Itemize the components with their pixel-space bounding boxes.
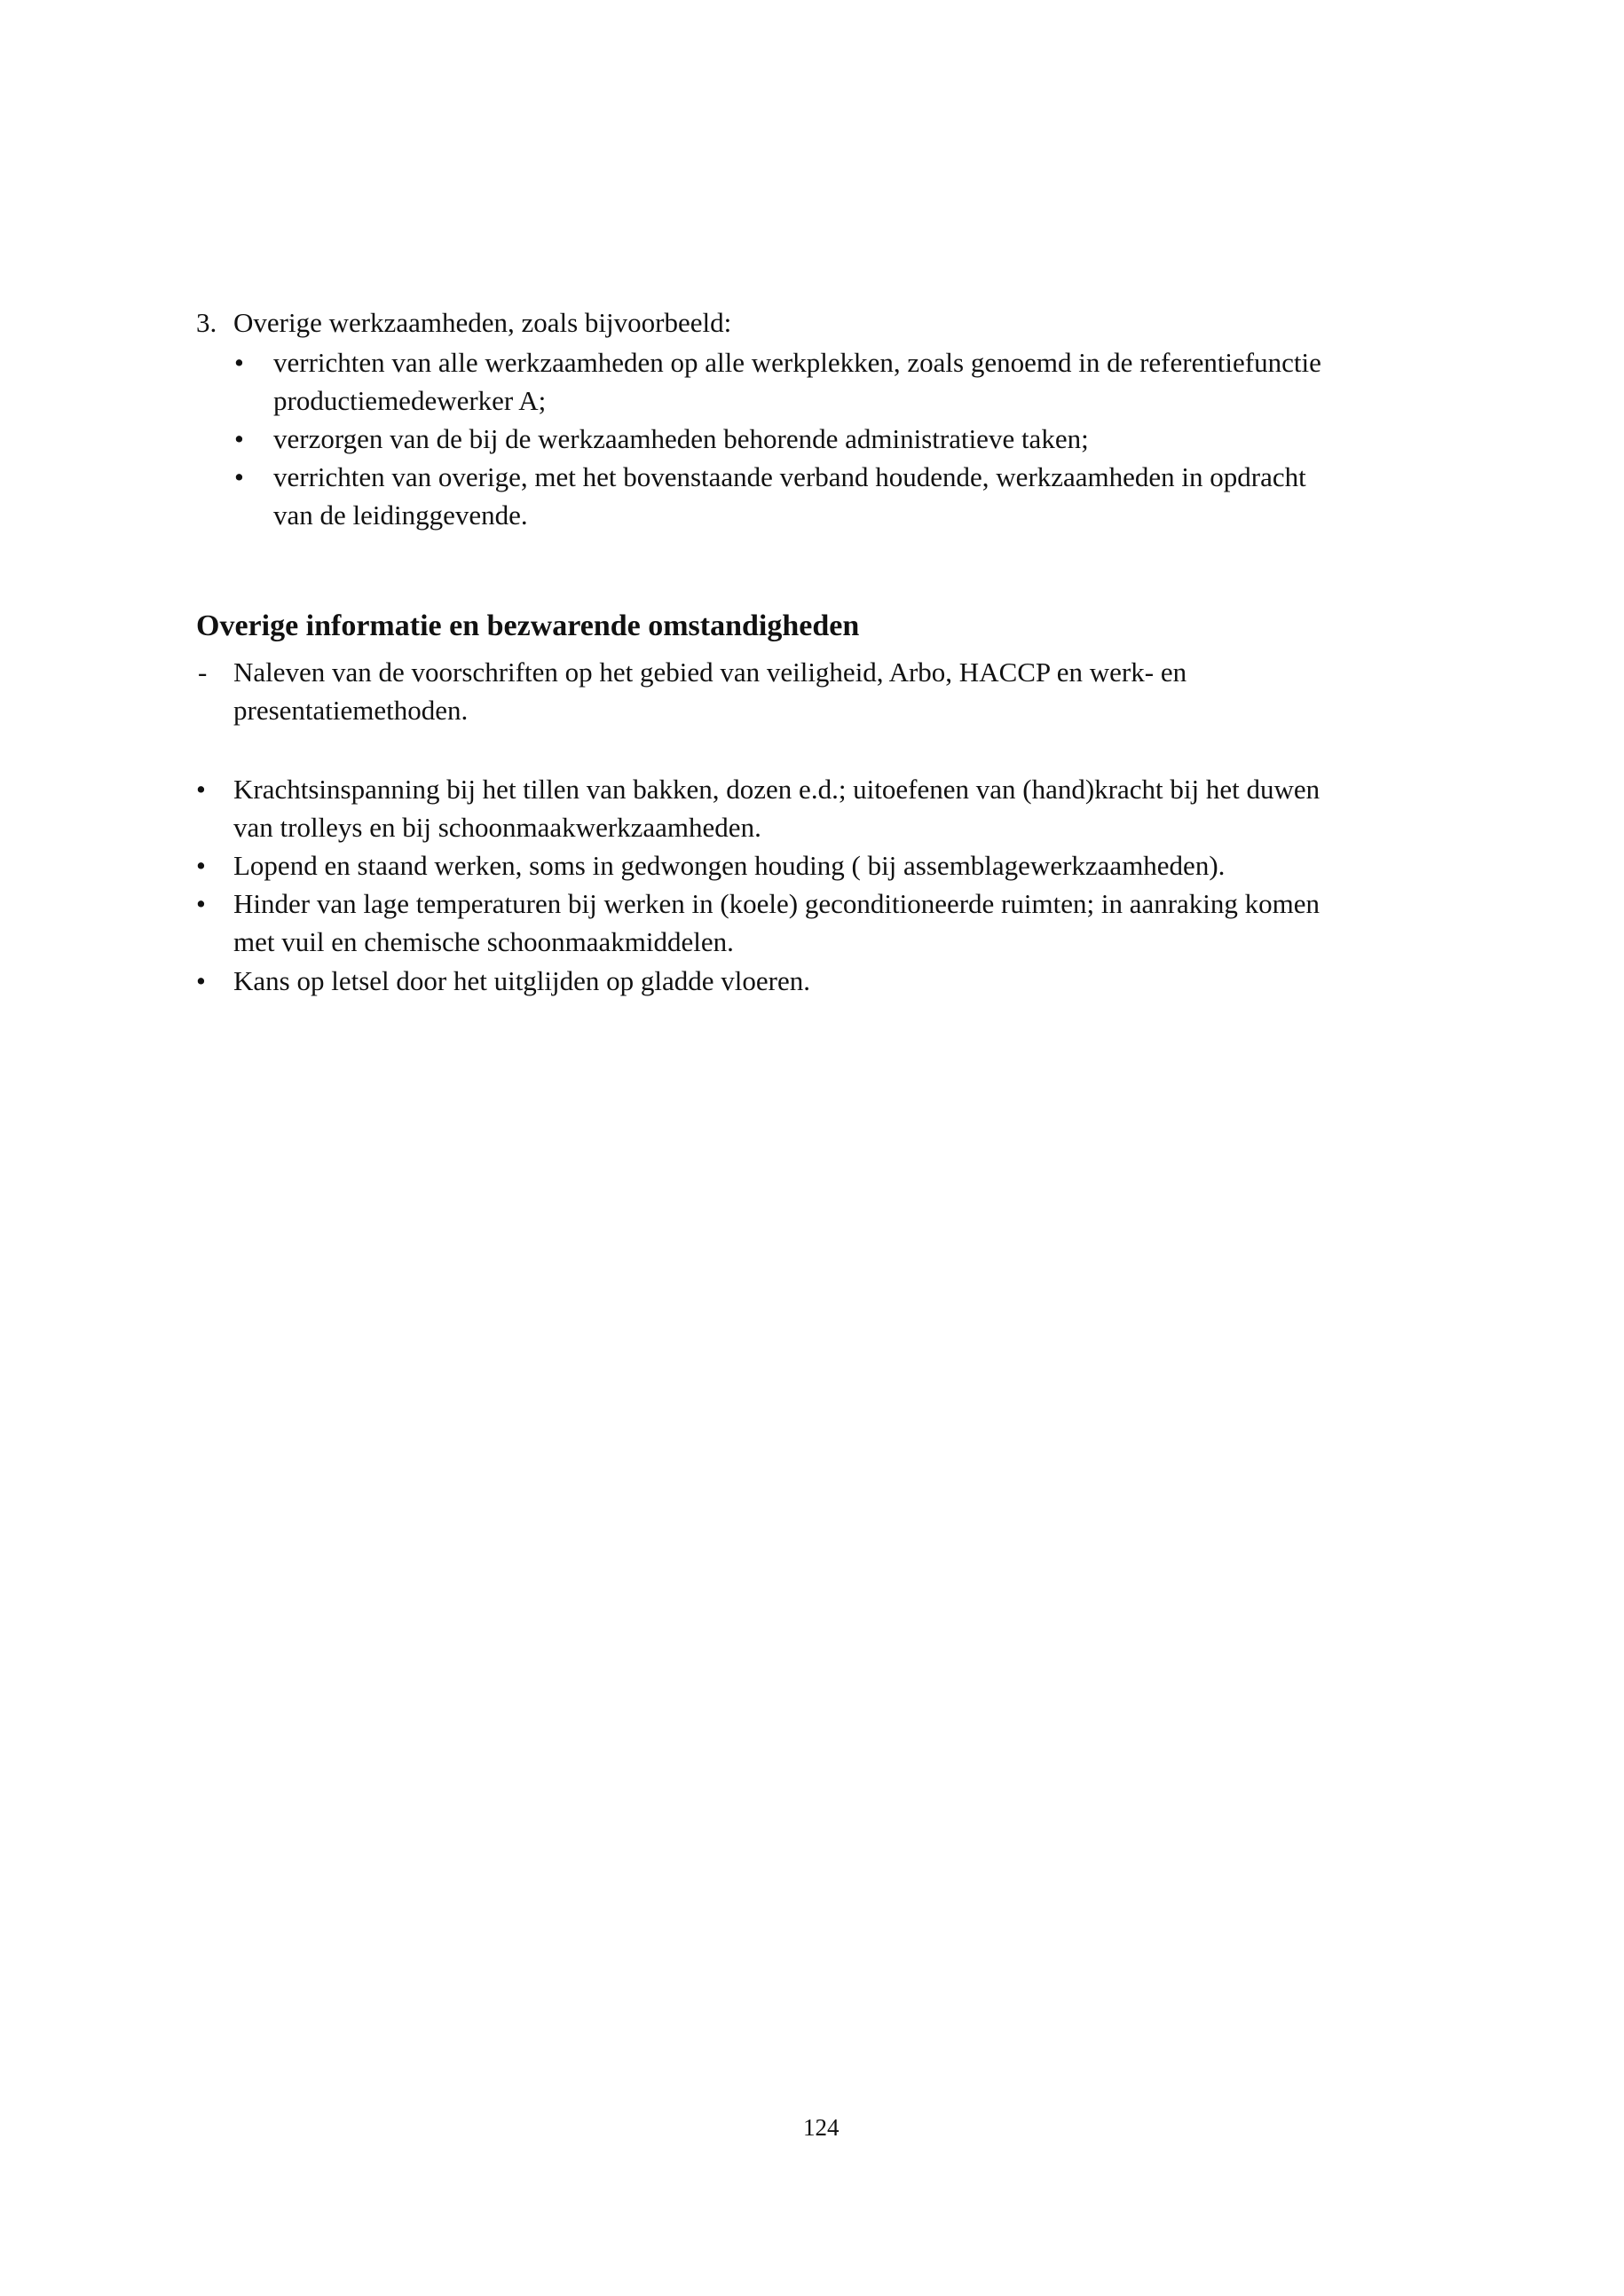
list-number: 3.: [196, 307, 217, 338]
bullet-icon: •: [196, 888, 206, 919]
list-item: [273, 343, 1321, 420]
list-item-line: van trolleys en bij schoonmaakwerkzaamheden.: [233, 812, 761, 843]
bullet-icon: •: [234, 461, 244, 492]
section-heading: Overige informatie en bezwarende omstandigheden: [196, 609, 860, 642]
list-item-line: Kans op letsel door het uitglijden op gladde vloeren.: [233, 965, 810, 996]
list-item-line: verrichten van overige, met het bovenstaande verband houdende, werkzaamheden in opdracht: [273, 461, 1306, 492]
bullet-icon: •: [234, 347, 244, 378]
list-item-line: verrichten van alle werkzaamheden op alle werkplekken, zoals genoemd in de referentiefunctie: [273, 347, 1321, 378]
bullet-icon: •: [196, 774, 206, 805]
list-item-line: met vuil en chemische schoonmaakmiddelen.: [233, 926, 734, 957]
bullet-icon: •: [234, 423, 244, 454]
section-title: Overige werkzaamheden, zoals bijvoorbeeld:: [233, 307, 732, 338]
list-item: [233, 770, 1320, 846]
list-item-line: verzorgen van de bij de werkzaamheden behorende administratieve taken;: [273, 423, 1089, 454]
list-item-line: van de leidinggevende.: [273, 499, 528, 531]
list-item-line: presentatiemethoden.: [233, 695, 469, 726]
bullet-icon: •: [196, 965, 206, 996]
list-item-line: Krachtsinspanning bij het tillen van bakken, dozen e.d.; uitoefenen van (hand)kracht bij het duwen: [233, 774, 1320, 805]
list-item: [233, 962, 810, 1000]
list-item-line: Lopend en staand werken, soms in gedwongen houding ( bij assemblagewerkzaamheden).: [233, 850, 1226, 881]
list-item: [233, 846, 1225, 885]
list-item: [273, 420, 1089, 458]
page-number: 124: [803, 2114, 840, 2141]
dash-marker: -: [198, 657, 208, 688]
list-item: [233, 653, 1186, 729]
list-item-line: Hinder van lage temperaturen bij werken in (koele) geconditioneerde ruimten; in aanraking komen: [233, 888, 1320, 919]
list-item-line: productiemedewerker A;: [273, 385, 547, 416]
list-item: [233, 885, 1320, 961]
list-item-line: Naleven van de voorschriften op het gebied van veiligheid, Arbo, HACCP en werk- en: [233, 657, 1187, 688]
list-item: [273, 458, 1306, 534]
bullet-icon: •: [196, 850, 206, 881]
